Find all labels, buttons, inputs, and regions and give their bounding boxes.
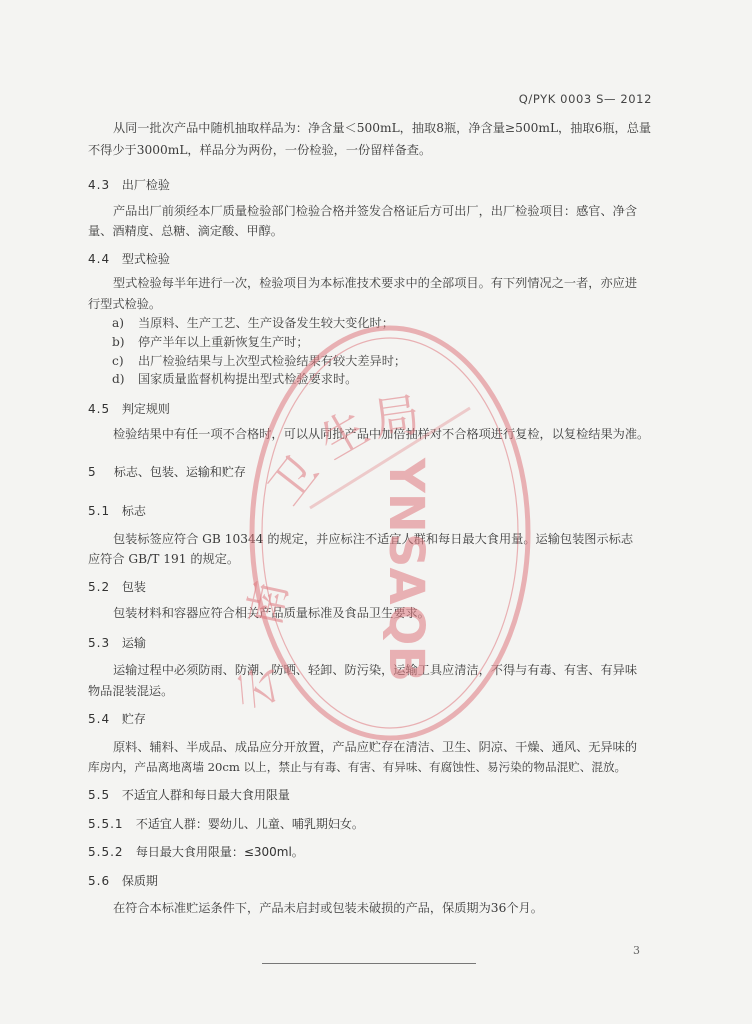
list-item-text: 国家质量监督机构提出型式检验要求时。 xyxy=(138,372,358,386)
seal-char: 生 xyxy=(310,399,378,470)
list-item-text: 停产半年以上重新恢复生产时； xyxy=(138,335,309,349)
section-5-3-text-1: 运输过程中必须防雨、防潮、防晒、轻卸、防污染，运输工具应清洁，不得与有毒、有害、有异味 xyxy=(113,663,638,677)
list-marker: b) xyxy=(112,335,125,349)
section-title: 贮存 xyxy=(121,712,146,726)
official-seal xyxy=(231,318,540,748)
section-text: 不适宜人群：婴幼儿、儿童、哺乳期妇女。 xyxy=(135,817,364,831)
section-4-3-text-2: 量、酒精度、总糖、滴定酸、甲醇。 xyxy=(88,224,283,238)
section-4-4-heading xyxy=(88,250,170,267)
section-number: 5.5.2 xyxy=(88,845,124,859)
section-4-4-text-2: 行型式检验。 xyxy=(88,297,162,311)
section-title: 判定规则 xyxy=(121,402,170,416)
section-5-4-text-1: 原料、辅料、半成品、成品应分开放置，产品应贮存在清洁、卫生、阴凉、干燥、通风、无异味的 xyxy=(113,740,638,754)
section-5-1-heading xyxy=(88,502,146,519)
section-5-2-heading xyxy=(88,578,146,595)
seal-char: 云 xyxy=(231,665,284,712)
section-5-3-heading xyxy=(88,634,146,651)
seal-char: 卫 xyxy=(258,445,329,515)
bottom-rule xyxy=(262,963,476,964)
section-5-1-text-1: 包装标签应符合 GB 10344 的规定，并应标注不适宜人群和每日最大食用量。运输包装图示标志 xyxy=(113,532,634,546)
list-marker: c) xyxy=(112,354,124,368)
list-marker: d) xyxy=(112,372,125,386)
section-number: 5.6 xyxy=(88,874,111,888)
section-title: 运输 xyxy=(121,636,146,650)
section-text: 每日最大食用限量：≤300ml。 xyxy=(135,845,304,859)
page-number: 3 xyxy=(633,944,640,957)
section-4-5-heading xyxy=(88,400,170,417)
section-number: 5.5 xyxy=(88,788,111,802)
section-title: 包装 xyxy=(121,580,146,594)
section-5-2-text: 包装材料和容器应符合相关产品质量标准及食品卫生要求。 xyxy=(113,606,430,620)
seal-latin-text: YNSAQB xyxy=(378,458,434,683)
section-5-3-text-2: 物品混装混运。 xyxy=(88,684,174,698)
section-number: 5.1 xyxy=(88,504,111,518)
section-5-4-text-2: 库房内，产品离地离墙 20cm 以上，禁止与有毒、有害、有异味、有腐蚀性、易污染的物品混贮、混放。 xyxy=(88,760,627,774)
section-title: 保质期 xyxy=(121,874,158,888)
section-number: 5 xyxy=(88,465,97,479)
section-title: 出厂检验 xyxy=(121,178,170,192)
section-4-3-heading xyxy=(88,176,170,193)
section-title: 标志 xyxy=(121,504,146,518)
section-5-4-heading xyxy=(88,710,146,727)
section-title: 型式检验 xyxy=(121,252,170,266)
section-number: 5.5.1 xyxy=(88,817,124,831)
section-title: 标志、包装、运输和贮存 xyxy=(113,465,246,479)
section-number: 5.2 xyxy=(88,580,111,594)
section-5-5-1 xyxy=(88,815,364,832)
section-4-3-text-1: 产品出厂前须经本厂质量检验部门检验合格并签发合格证后方可出厂，出厂检验项目：感官、净含 xyxy=(113,204,638,218)
section-number: 5.3 xyxy=(88,636,111,650)
section-number: 5.4 xyxy=(88,712,111,726)
intro-line-1: 从同一批次产品中随机抽取样品为：净含量＜500mL，抽取8瓶，净含量≥500mL，抽取6瓶，总量 xyxy=(113,121,652,135)
list-item-text: 出厂检验结果与上次型式检验结果有较大差异时； xyxy=(138,354,407,368)
seal-char: 局 xyxy=(370,387,424,447)
section-5-6-heading xyxy=(88,872,158,889)
intro-line-2: 不得少于3000mL，样品分为两份，一份检验，一份留样备查。 xyxy=(88,143,432,157)
section-5-heading xyxy=(88,463,246,480)
section-5-5-2 xyxy=(88,843,304,860)
section-5-1-text-2: 应符合 GB/T 191 的规定。 xyxy=(88,552,240,566)
section-5-5-heading xyxy=(88,786,290,803)
standard-code: Q/PYK 0003 S— 2012 xyxy=(518,92,652,106)
section-5-6-text: 在符合本标准贮运条件下，产品未启封或包装未破损的产品，保质期为36个月。 xyxy=(113,901,543,915)
section-number: 4.5 xyxy=(88,402,111,416)
seal-char: 南 xyxy=(238,576,298,631)
section-title: 不适宜人群和每日最大食用限量 xyxy=(121,788,290,802)
section-number: 4.4 xyxy=(88,252,111,266)
section-number: 4.3 xyxy=(88,178,111,192)
list-marker: a) xyxy=(112,316,125,330)
section-4-4-text-1: 型式检验每半年进行一次，检验项目为本标准技术要求中的全部项目。有下列情况之一者，亦应进 xyxy=(113,276,638,290)
section-4-5-text: 检验结果中有任一项不合格时，可以从同批产品中加倍抽样对不合格项进行复检，以复检结果为准。 xyxy=(113,427,650,441)
list-item-text: 当原料、生产工艺、生产设备发生较大变化时； xyxy=(138,316,394,330)
